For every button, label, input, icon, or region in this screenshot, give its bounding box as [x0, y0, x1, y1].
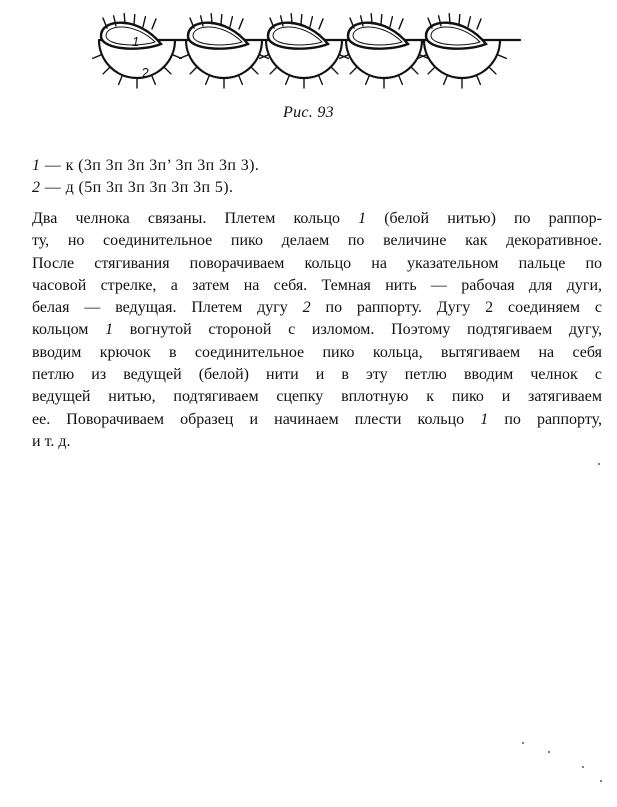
arc-picot	[331, 67, 338, 74]
arc-picot	[190, 67, 197, 74]
ring-picot	[124, 14, 125, 24]
arc-picot	[497, 55, 506, 59]
paragraph-line: кольцом 1 вогнутой стороной с изломом. Поэтому подтягиваем дугу,	[32, 321, 602, 339]
paragraph-line: ведущей нитью, подтягиваем сцепку вплотную к пико и затягиваем	[32, 388, 602, 406]
scan-speck	[548, 751, 550, 753]
arc-picot	[93, 55, 102, 59]
arc-picot	[270, 67, 277, 74]
arc-picot	[319, 75, 323, 84]
paragraph-line: вводим крючок в соединительное пико кольца, вытягиваем на себя	[32, 343, 602, 361]
arc-picot	[350, 67, 357, 74]
arc-picot	[164, 67, 171, 74]
paragraph-line: Два челнока связаны. Плетем кольцо 1 (белой нитью) по раппор-	[32, 210, 602, 227]
legend-number: 1	[32, 157, 41, 174]
arc-picot	[411, 67, 418, 74]
arc-picot	[399, 75, 403, 84]
arc-picot	[103, 67, 110, 74]
arc-label: 2	[142, 65, 150, 80]
ring-picot	[319, 19, 323, 29]
arc-picot	[477, 75, 481, 84]
scan-speck	[600, 780, 602, 782]
arc-picot	[206, 75, 210, 84]
legend-text: — к (3п 3п 3п 3п’ 3п 3п 3п 3).	[40, 157, 260, 174]
ring-picot	[390, 17, 392, 27]
paragraph-line: и т. д.	[32, 432, 71, 450]
paragraph-line: После стягивания поворачиваем кольцо на указательном пальце по	[32, 254, 602, 272]
ring-picot	[399, 19, 403, 29]
legend-number: 2	[32, 179, 41, 196]
arc-picot	[489, 67, 496, 74]
scan-speck	[582, 766, 584, 768]
ring-picot	[371, 14, 372, 24]
ring-picot	[449, 14, 450, 24]
paragraph-line: часовой стрелке, а затем на себя. Темная нить — рабочая для дуги,	[32, 276, 602, 294]
ring-picot	[239, 19, 243, 29]
paragraph-line: ту, но соединительное пико делаем по величине как декоративное.	[32, 232, 602, 250]
scan-speck	[522, 742, 524, 744]
arc-picot	[428, 67, 435, 74]
ring-picot	[291, 14, 292, 24]
ring-picot	[310, 17, 312, 27]
ring-picot	[143, 17, 145, 27]
ring-picot	[230, 17, 232, 27]
arc-picot	[286, 75, 290, 84]
ring-label: 1	[132, 34, 140, 49]
arc-picot	[239, 75, 243, 84]
legend-text: — д (5п 3п 3п 3п 3п 3п 5).	[40, 179, 234, 196]
ring-picot	[134, 15, 135, 25]
figure-caption: Рис. 93	[283, 104, 334, 121]
ring-picot	[221, 15, 222, 25]
arc-picot	[366, 75, 370, 84]
ring-picot	[468, 17, 470, 27]
tatting-diagram	[92, 0, 532, 96]
ring-picot	[301, 15, 302, 25]
arc-picot	[119, 75, 123, 84]
instruction-paragraph	[32, 208, 602, 453]
paragraph-line: ее. Поворачиваем образец и начинаем плести кольцо 1 по раппорту,	[32, 410, 602, 428]
ring-picot	[211, 14, 212, 24]
ring-picot	[381, 15, 382, 25]
legend-item-arc	[32, 179, 233, 197]
scan-speck	[598, 463, 600, 465]
arc-picot	[251, 67, 258, 74]
ring-picot	[152, 19, 156, 29]
arc-picot	[152, 75, 156, 84]
paragraph-line: петлю из ведущей (белой) нити и в эту петлю вводим челнок с	[32, 366, 602, 384]
legend-item-ring	[32, 157, 259, 175]
paragraph-line: белая — ведущая. Плетем дугу 2 по раппорту. Дугу 2 соединяем с	[32, 299, 602, 317]
arc-picot	[180, 55, 189, 59]
ring-picot	[459, 15, 460, 25]
ring-picot	[477, 19, 481, 29]
arc-picot	[444, 75, 448, 84]
